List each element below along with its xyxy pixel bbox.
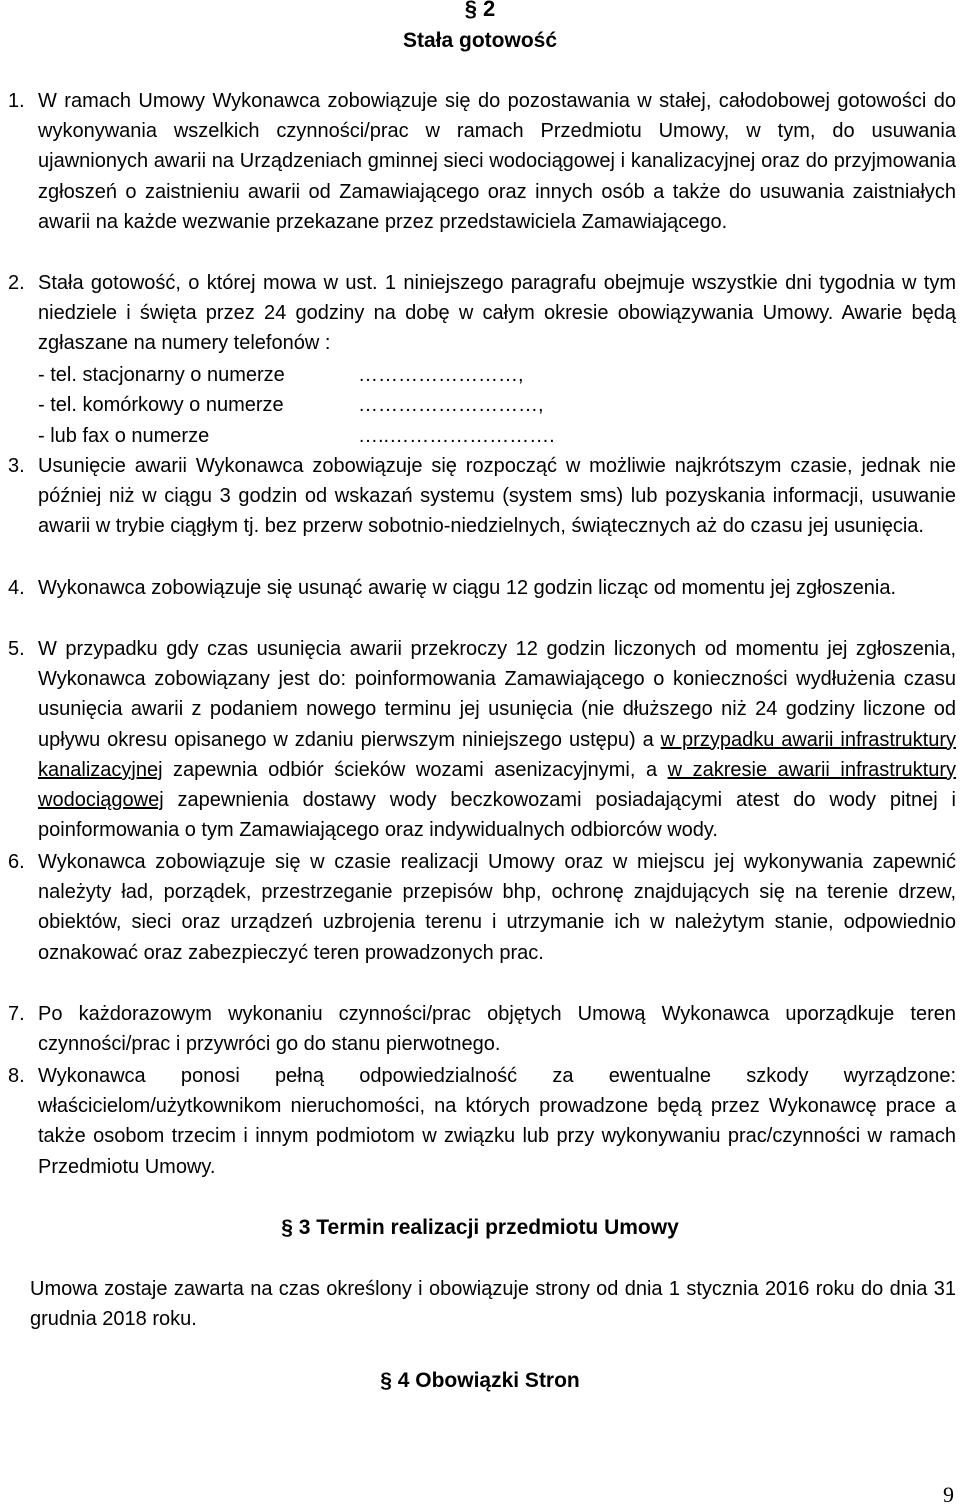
phone-label: - tel. stacjonarny o numerze	[38, 364, 285, 386]
item-text: Wykonawca ponosi pełną odpowiedzialność za ewentualne szkody wyrządzone: właścicielom/użytkownikom nieruchomości, na których prowadzone będą przez Wykonawcę prace a także osobom trzecim i innym podmiotom w związku lub przy wykonywaniu prac/czynności w ramach Przedmiotu Umowy.	[38, 1065, 956, 1178]
phone-placeholder: ……………………,	[358, 364, 524, 386]
section-2-title: Stała gotowość	[402, 29, 558, 52]
section-3-heading: § 3 Termin realizacji przedmiotu Umowy	[281, 1216, 679, 1239]
item-text: Stała gotowość, o której mowa w ust. 1 niniejszego paragrafu obejmuje wszystkie dni tygodnia w tym niedziele i święta przez 24 godziny na dobę w całym okresie obowiązywania Umowy. Awarie będą zgłaszane na numery telefonów :	[38, 272, 956, 355]
underlined-phrase: w przypadku awarii infrastruktury kanalizacyjnej	[38, 728, 956, 781]
phone-placeholder: ………………………,	[358, 394, 544, 416]
section-3-text: Umowa zostaje zawarta na czas określony i obowiązuje strony od dnia 1 stycznia 2016 roku do dnia 31 grudnia 2018 roku.	[30, 1278, 956, 1330]
page-number: 9	[943, 1482, 954, 1507]
item-number: 2.	[8, 272, 25, 294]
item-number: 3.	[8, 455, 25, 477]
item-number: 6.	[8, 851, 25, 873]
section-4-heading: § 4 Obowiązki Stron	[380, 1369, 580, 1392]
item-text: Wykonawca zobowiązuje się usunąć awarię w ciągu 12 godzin licząc od momentu jej zgłoszenia.	[38, 577, 897, 599]
phone-label: - tel. komórkowy o numerze	[38, 394, 284, 416]
item-text: W przypadku gdy czas usunięcia awarii przekroczy 12 godzin liczonych od momentu jej zgłoszenia, Wykonawca zobowiązany jest do: poinformowania Zamawiającego o konieczności wydłużenia czasu usunięcia awarii z podaniem nowego terminu jej usunięcia (nie dłuższego niż 24 godziny liczone od upływu okresu opisanego w zdaniu pierwszym niniejszego ustępu) a w przypadku awarii infrastruktury kanalizacyjnej zapewnia odbiór ścieków wozami asenizacyjnymi, a w zakresie awarii infrastruktury wodociągowej zapewnienia dostawy wody beczkowozami posiadającymi atest do wody pitnej i poinformowania o tym Zamawiającego oraz indywidualnych odbiorców wody.	[38, 638, 956, 842]
item-number: 8.	[8, 1065, 25, 1087]
item-text: Po każdorazowym wykonaniu czynności/prac objętych Umową Wykonawca uporządkuje teren czynności/prac i przywróci go do stanu pierwotnego.	[38, 1003, 956, 1056]
item-text: W ramach Umowy Wykonawca zobowiązuje się do pozostawania w stałej, całodobowej gotowości do wykonywania wszelkich czynności/prac w ramach Przedmiotu Umowy, w tym, do usuwania ujawnionych awarii na Urządzeniach gminnej sieci wodociągowej i kanalizacyjnej oraz do przyjmowania zgłoszeń o zaistnieniu awarii od Zamawiającego oraz innych osób a także do usuwania zaistniałych awarii na każde wezwanie przekazane przez przedstawiciela Zamawiającego.	[38, 90, 956, 233]
underlined-phrase: w zakresie awarii infrastruktury wodociągowej	[38, 758, 956, 812]
item-text: Wykonawca zobowiązuje się w czasie realizacji Umowy oraz w miejscu jej wykonywania zapewnić należyty ład, porządek, przestrzeganie przepisów bhp, ochronę znajdujących się na terenie drzew, obiektów, sieci oraz urządzeń uzbrojenia terenu i utrzymanie ich w należytym stanie, odpowiednio oznakować oraz zabezpieczyć teren prowadzonych prac.	[38, 851, 956, 964]
fax-placeholder: …..…………………….	[358, 425, 555, 447]
item-number: 5.	[8, 638, 25, 660]
item-number: 1.	[8, 90, 25, 112]
section-2-mark: § 2	[464, 0, 496, 21]
item-number: 7.	[8, 1003, 25, 1025]
item-number: 4.	[8, 577, 25, 599]
item-text: Usunięcie awarii Wykonawca zobowiązuje się rozpocząć w możliwie najkrótszym czasie, jednak nie później niż w ciągu 3 godzin od wskazań systemu (system sms) lub pozyskania informacji, usuwanie awarii w trybie ciągłym tj. bez przerw sobotnio-niedzielnych, świątecznych aż do czasu jej usunięcia.	[38, 455, 956, 538]
fax-label: - lub fax o numerze	[38, 425, 210, 447]
